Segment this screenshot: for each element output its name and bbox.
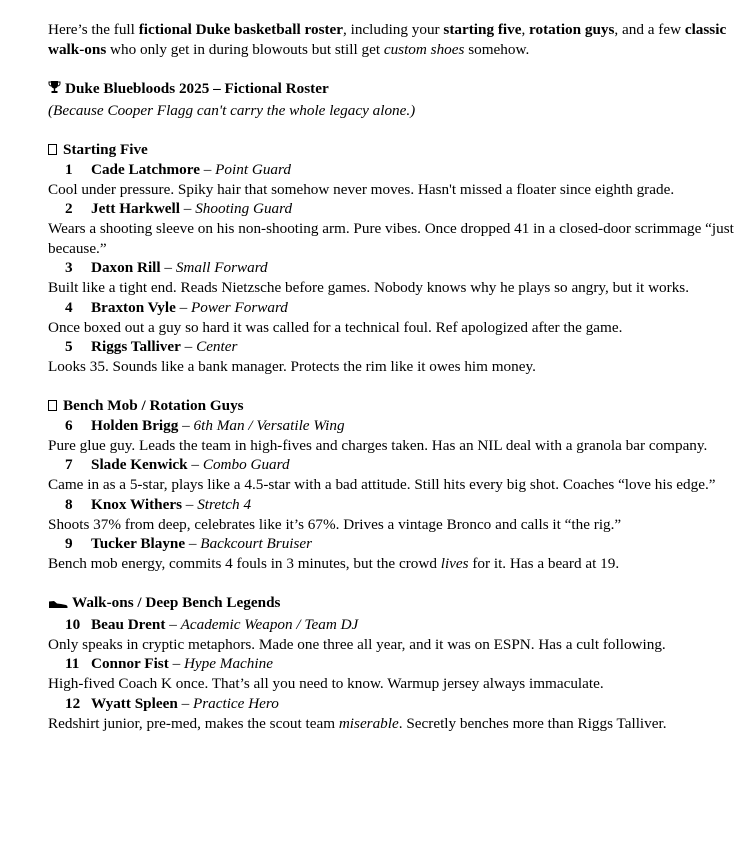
player-entry xyxy=(48,258,738,278)
section-heading-text: Walk-ons / Deep Bench Legends xyxy=(72,594,281,612)
roster-title xyxy=(48,79,738,101)
player-entry xyxy=(48,337,738,357)
section-heading xyxy=(48,593,738,615)
intro-text: who only get in during blowouts but still get xyxy=(106,40,384,58)
dash-separator: – xyxy=(187,456,203,474)
player-number: 8 xyxy=(65,495,73,513)
player-number: 3 xyxy=(65,259,73,277)
player-name: Daxon Rill xyxy=(91,259,161,277)
player-name: Knox Withers xyxy=(91,495,182,513)
intro-bold: fictional Duke basketball roster xyxy=(138,21,344,38)
title-text: Duke Bluebloods 2025 – Fictional Roster xyxy=(65,80,329,98)
description-text: Pure glue guy. Leads the team in high-fives and charges taken. Has an NIL deal with a granola bar company. xyxy=(48,436,708,454)
player-name: Jett Harkwell xyxy=(91,200,180,218)
intro-paragraph xyxy=(48,20,738,59)
dash-separator: – xyxy=(160,259,176,277)
player-position: Point Guard xyxy=(215,160,291,178)
intro-bold: starting five xyxy=(443,21,522,38)
player-entry xyxy=(48,298,738,318)
dash-separator: – xyxy=(178,417,194,435)
player-description xyxy=(48,554,738,574)
intro-text: somehow. xyxy=(464,40,530,58)
player-entry xyxy=(48,495,738,515)
description-text: Bench mob energy, commits 4 fouls in 3 minutes, but the crowd xyxy=(48,554,441,572)
player-entry xyxy=(48,694,738,714)
player-name: Beau Drent xyxy=(91,616,166,634)
player-number: 12 xyxy=(65,694,81,712)
player-number: 1 xyxy=(65,160,73,178)
dash-separator: – xyxy=(180,338,197,356)
player-description xyxy=(48,278,738,298)
player-name: Slade Kenwick xyxy=(91,456,188,474)
dash-separator: – xyxy=(185,535,201,553)
roster-document xyxy=(48,20,738,733)
description-text: Looks 35. Sounds like a bank manager. Protects the rim like it owes him money. xyxy=(48,357,536,375)
player-name: Riggs Talliver xyxy=(91,338,181,356)
player-description xyxy=(48,219,738,258)
player-position: Stretch 4 xyxy=(197,495,252,513)
description-text: . Secretly benches more than Riggs Talliver. xyxy=(398,714,667,732)
description-text: High-fived Coach K once. That’s all you need to know. Warmup jersey always immaculate. xyxy=(48,675,604,693)
description-text: Redshirt junior, pre-med, makes the scout team xyxy=(48,714,339,732)
player-description xyxy=(48,635,738,655)
player-description xyxy=(48,674,738,694)
dash-separator: – xyxy=(177,694,193,712)
player-number: 6 xyxy=(65,417,73,435)
description-text: Built like a tight end. Reads Nietzsche before games. Nobody knows why he plays so angry, but it works. xyxy=(48,279,689,297)
player-name: Connor Fist xyxy=(91,655,169,673)
missing-glyph-box-icon xyxy=(48,144,57,155)
dash-separator: – xyxy=(168,655,184,673)
section-heading-text: Bench Mob / Rotation Guys xyxy=(63,397,244,415)
player-name: Braxton Vyle xyxy=(91,298,176,316)
intro-italic: custom shoes xyxy=(383,40,465,58)
player-entry xyxy=(48,199,738,219)
player-name: Tucker Blayne xyxy=(91,535,186,553)
section-heading-text: Starting Five xyxy=(63,141,148,159)
player-number: 7 xyxy=(65,456,73,474)
spacer xyxy=(48,377,738,397)
description-text: Only speaks in cryptic metaphors. Made one three all year, and it was on ESPN. Has a cult following. xyxy=(48,635,666,653)
player-description xyxy=(48,515,738,535)
player-position: Small Forward xyxy=(175,259,268,277)
player-position: Combo Guard xyxy=(202,456,290,474)
player-entry xyxy=(48,654,738,674)
player-position: Backcourt Bruiser xyxy=(200,535,313,553)
section-heading xyxy=(48,396,738,416)
player-position: 6th Man / Versatile Wing xyxy=(193,417,345,435)
player-description xyxy=(48,475,738,495)
player-name: Wyatt Spleen xyxy=(91,694,178,712)
dash-separator: – xyxy=(165,616,181,634)
description-text: Cool under pressure. Spiky hair that somehow never moves. Hasn't missed a floater since eighth grade. xyxy=(48,180,675,198)
intro-text: Here’s the full xyxy=(48,21,139,38)
player-description xyxy=(48,318,738,338)
description-text: for it. Has a beard at 19. xyxy=(468,554,620,572)
roster-sections xyxy=(48,121,738,734)
spacer xyxy=(48,121,738,141)
player-name: Holden Brigg xyxy=(91,417,179,435)
player-number: 4 xyxy=(65,298,73,316)
player-position: Center xyxy=(196,338,238,356)
player-entry xyxy=(48,615,738,635)
description-text: Came in as a 5-star, plays like a 4.5-star with a bad attitude. Still hits every big shot. Coaches “love his edge.” xyxy=(48,476,716,494)
dash-separator: – xyxy=(175,298,191,316)
missing-glyph-box-icon xyxy=(48,400,57,411)
player-number: 5 xyxy=(65,338,73,356)
intro-bold: classic walk-ons xyxy=(48,21,727,58)
roster-subtitle: (Because Cooper Flagg can't carry the whole legacy alone.) xyxy=(48,101,416,119)
player-description xyxy=(48,180,738,200)
intro-text: , including your xyxy=(343,21,444,38)
dash-separator: – xyxy=(199,160,216,178)
player-entry xyxy=(48,534,738,554)
description-emphasis: miserable xyxy=(338,714,399,732)
intro-bold: rotation guys xyxy=(529,21,615,38)
player-entry xyxy=(48,416,738,436)
player-description xyxy=(48,714,738,734)
player-position: Shooting Guard xyxy=(195,200,293,218)
player-name: Cade Latchmore xyxy=(91,160,200,178)
description-emphasis: lives xyxy=(440,554,469,572)
player-position: Power Forward xyxy=(191,298,288,316)
spacer xyxy=(48,574,738,594)
player-description xyxy=(48,436,738,456)
player-entry xyxy=(48,160,738,180)
dash-separator: – xyxy=(182,495,198,513)
player-number: 11 xyxy=(65,655,80,673)
description-text: Wears a shooting sleeve on his non-shooting arm. Pure vibes. Once dropped 41 in a closed-door scrimmage “just because.” xyxy=(48,220,734,257)
description-text: Once boxed out a guy so hard it was called for a technical foul. Ref apologized after the game. xyxy=(48,318,623,336)
intro-text: , xyxy=(521,21,530,38)
player-number: 9 xyxy=(65,535,73,553)
player-position: Practice Hero xyxy=(192,694,279,712)
dash-separator: – xyxy=(180,200,196,218)
trophy-icon xyxy=(48,80,61,101)
player-position: Hype Machine xyxy=(183,655,273,673)
player-number: 2 xyxy=(65,200,73,218)
player-number: 10 xyxy=(65,616,81,634)
intro-text: , and a few xyxy=(614,21,685,38)
player-entry xyxy=(48,455,738,475)
player-description xyxy=(48,357,738,377)
sneaker-icon xyxy=(48,595,68,615)
section-heading xyxy=(48,140,738,160)
player-position: Academic Weapon / Team DJ xyxy=(180,616,359,634)
description-text: Shoots 37% from deep, celebrates like it’s 67%. Drives a vintage Bronco and calls it “the rig.” xyxy=(48,515,622,533)
